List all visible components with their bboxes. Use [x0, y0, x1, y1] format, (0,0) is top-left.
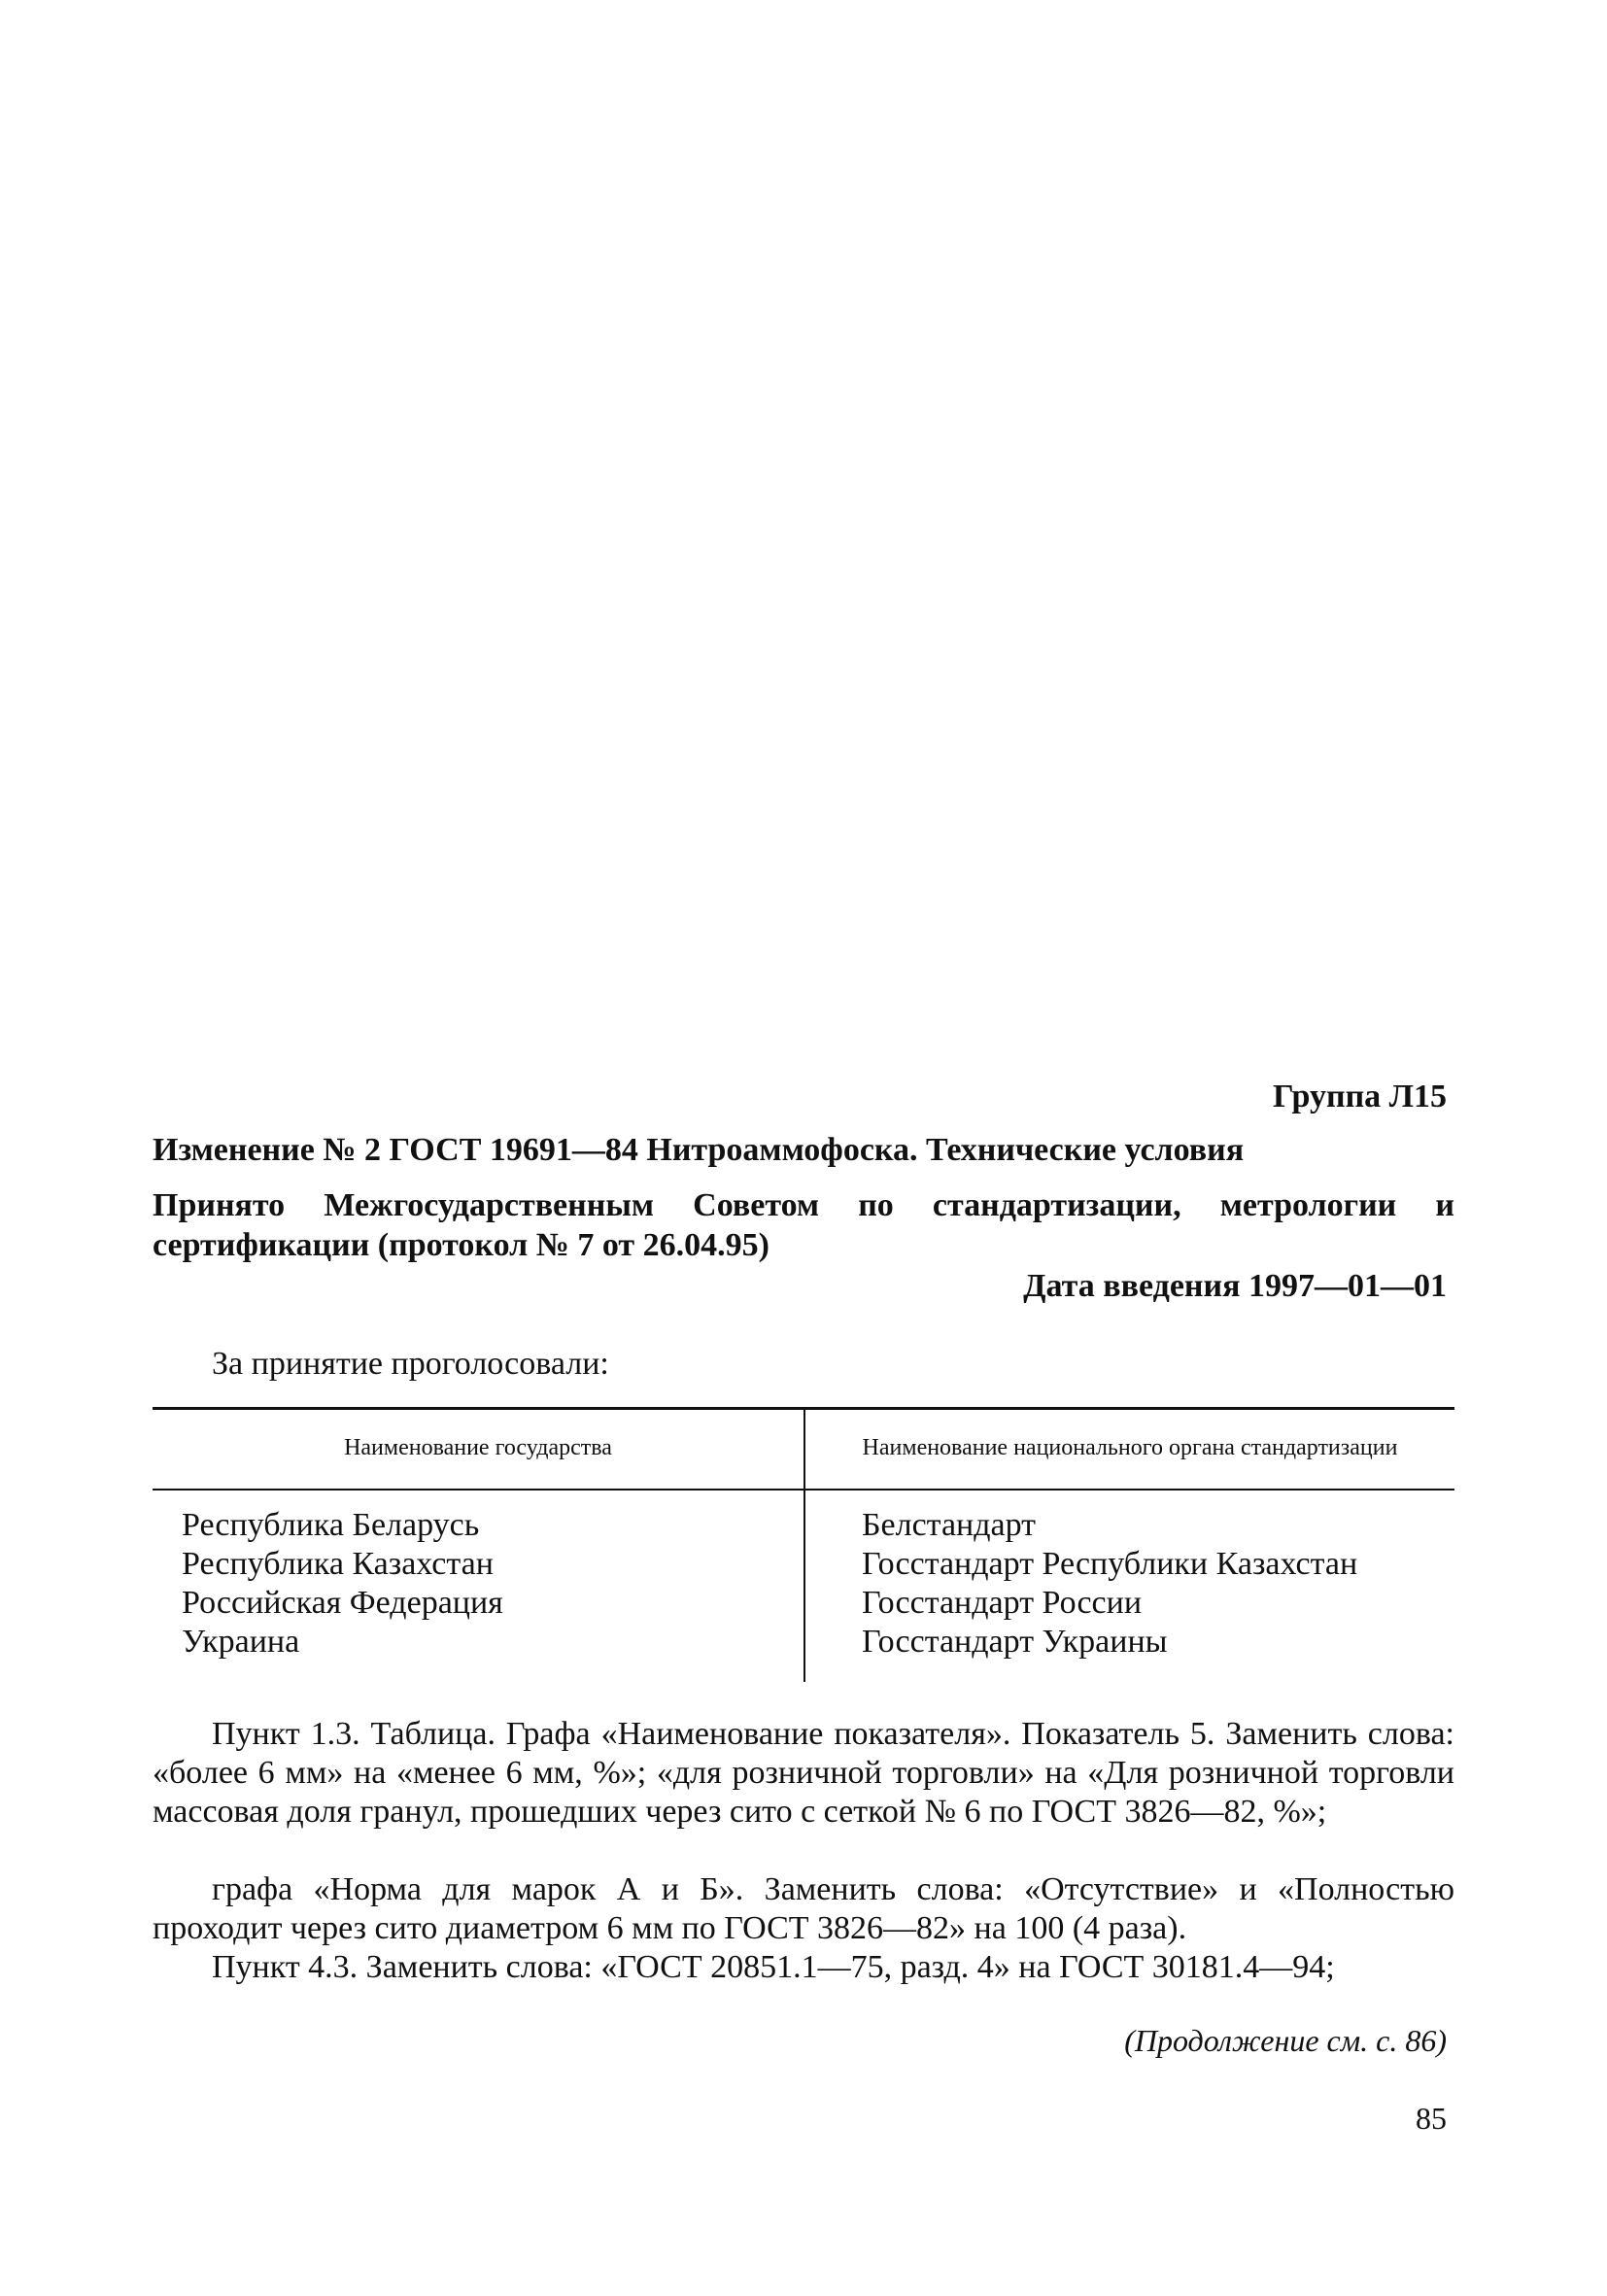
page-number: 85	[1416, 2101, 1447, 2136]
table-header-body: Наименование национального органа стандартизации	[862, 1435, 1398, 1460]
states-column	[182, 1506, 784, 1662]
table-cell-body: Госстандарт Республики Казахстан	[862, 1546, 1358, 1582]
table-cell-body: Белстандарт	[862, 1507, 1037, 1543]
table-cell-state: Украина	[182, 1624, 300, 1660]
paragraph-item-1-3: Пункт 1.3. Таблица. Графа «Наименование показателя». Показатель 5. Заменить слова: «более 6 мм» на «менее 6 мм, %»; «для розничной торговли» на «Для розничной торговли массовая доля гранул, прошедших через сито с сеткой № 6 по ГОСТ 3826—82, %»;	[153, 1716, 1454, 1830]
adoption-statement: Принято Межгосударственным Советом по стандартизации, метрологии и сертификации (протокол № 7 от 26.04.95)	[153, 1187, 1454, 1263]
table-cell-state: Российская Федерация	[182, 1585, 503, 1621]
continuation-note: (Продолжение см. с. 86)	[1124, 2023, 1447, 2058]
group-label: Группа Л15	[1273, 1079, 1447, 1114]
change-title: Изменение № 2 ГОСТ 19691—84 Нитроаммофоска. Технические условия	[153, 1132, 1245, 1168]
table-cell-body: Госстандарт Украины	[862, 1624, 1168, 1660]
paragraph-item-4-3: Пункт 4.3. Заменить слова: «ГОСТ 20851.1—75, разд. 4» на ГОСТ 30181.4—94;	[212, 1949, 1335, 1985]
table-cell-state: Республика Казахстан	[182, 1546, 494, 1582]
voting-table	[153, 1407, 1454, 1682]
bodies-column	[862, 1506, 1445, 1662]
table-cell-body: Госстандарт России	[862, 1585, 1143, 1621]
table-header-state: Наименование государства	[344, 1435, 612, 1460]
paragraph-norm-column: графа «Норма для марок А и Б». Заменить слова: «Отсутствие» и «Полностью проходит через сито диаметром 6 мм по ГОСТ 3826—82» на 100 (4 раза).	[153, 1871, 1454, 1946]
voted-label: За принятие проголосовали:	[212, 1346, 609, 1382]
effective-date: Дата введения 1997—01—01	[1023, 1268, 1447, 1304]
table-cell-state: Республика Беларусь	[182, 1507, 480, 1543]
